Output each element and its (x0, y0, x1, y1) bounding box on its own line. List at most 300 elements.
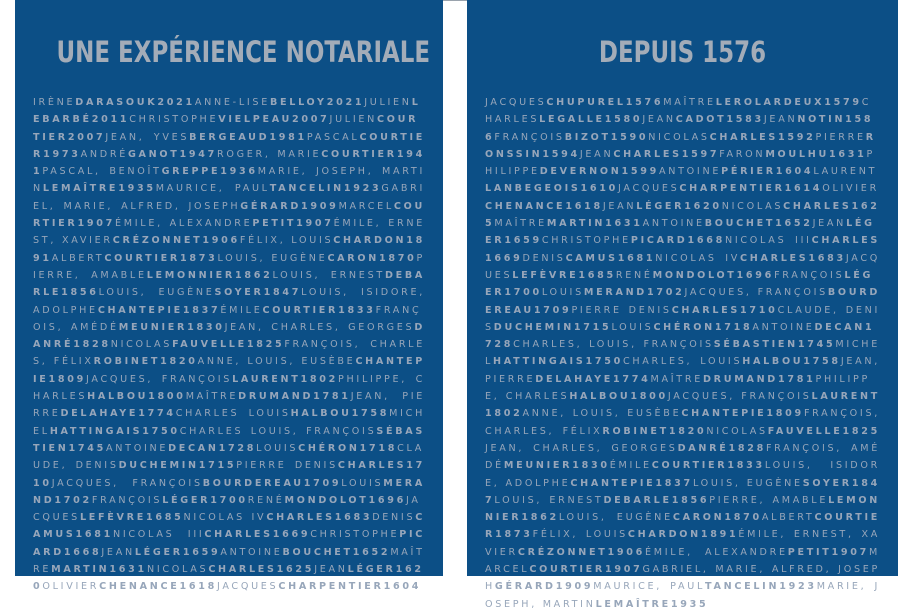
page-divider (443, 0, 467, 1)
notary-last-name: ROBINET (602, 425, 669, 437)
notary-first-name: JEAN, CHARLES, GEORGES (224, 321, 415, 333)
notary-first-name: ÉMILE, ALEXANDRE (115, 218, 253, 230)
notary-first-name: ANNE, LOUIS, EUSÈBE (522, 408, 682, 420)
notary-first-name: MARCEL (338, 200, 394, 212)
notary-year: 1981 (269, 131, 307, 143)
notary-year: 1909 (555, 581, 594, 593)
notary-last-name: TANCELIN (705, 581, 780, 593)
notary-last-name: HALBOU (290, 408, 352, 420)
notary-year: 2021 (157, 97, 195, 108)
notary-first-name: JACQUES (216, 581, 279, 593)
notary-entry (52, 478, 342, 489)
notary-year: 1935 (118, 183, 156, 195)
left-panel-title: UNE EXPÉRIENCE NOTARIALE (56, 35, 431, 69)
notary-last-name: PETIT (252, 218, 297, 230)
notary-first-name: ÉMILE (220, 304, 263, 316)
notary-first-name: ANTOINE (106, 442, 169, 454)
notary-entry (186, 391, 351, 402)
notary-year: 1825 (246, 339, 285, 351)
notary-entry (603, 201, 722, 212)
notary-first-name: CHARLES (485, 97, 872, 126)
notary-year: 1750 (585, 356, 623, 368)
notary-last-name: COURTIER (33, 200, 425, 230)
notary-first-name: CHRISTOPHE (310, 529, 400, 541)
notary-year: 1592 (778, 131, 816, 143)
notary-last-name: HATTINGAIS (49, 425, 143, 437)
notary-last-name: GANOT (127, 148, 180, 160)
notary-year: 1631 (605, 218, 643, 230)
notary-entry (719, 149, 866, 160)
notary-last-name: NOTIN (797, 114, 846, 126)
notary-first-name: NICOLAS III (724, 235, 812, 247)
notary-year: 1745 (797, 339, 836, 351)
notary-year: 1685 (578, 269, 616, 281)
notary-year: 1709 (303, 477, 342, 489)
notary-year: 1758 (351, 408, 390, 420)
notary-first-name: ANTOINE (220, 546, 283, 558)
notary-first-name: FRANÇOIS (494, 131, 565, 143)
notary-first-name: GABRIEL, MARIE, ALFRED, JOSEPH (33, 183, 425, 212)
notary-first-name: JEAN (763, 114, 798, 126)
notary-first-name: DENIS (372, 512, 416, 524)
notary-first-name: OLIVIER (42, 581, 100, 593)
notary-last-name: BIZOT (564, 131, 611, 143)
notary-last-name: CHARPENTIER (679, 183, 785, 195)
notary-year: 1833 (338, 304, 376, 316)
notary-last-name: COURTIER (262, 304, 339, 316)
notary-last-name: CHANTEPIE (97, 304, 183, 316)
notary-entry (111, 339, 285, 350)
notary-year: 1718 (359, 442, 398, 454)
notary-last-name: ROBINET (93, 356, 161, 368)
notary-first-name: FRANÇOIS, CHARLES, FÉLIX (485, 408, 880, 437)
notary-last-name: CHARLES (671, 304, 741, 316)
notary-entry (256, 443, 397, 454)
notary-first-name: LOUIS, EUGÈNE (98, 287, 215, 299)
notary-first-name: PIERRE DENIS (236, 460, 338, 472)
notary-year: 1728 (485, 321, 875, 351)
notary-first-name: JEAN (812, 218, 847, 230)
notary-year: 1847 (263, 287, 302, 299)
notary-year: 1973 (43, 148, 81, 160)
notary-first-name: ÉMILE, ERNEST, XAVIER (485, 529, 880, 558)
notary-last-name: CRÉZONNET (112, 235, 203, 247)
notary-year: 1700 (210, 494, 248, 506)
notary-entry (220, 547, 390, 558)
notary-first-name: IRÈNE (33, 97, 76, 108)
notary-last-name: CHANTEPIE (570, 477, 656, 489)
notary-first-name: JEAN, CHARLES, GEORGES (485, 442, 678, 454)
notary-last-name: COURTIER (104, 252, 180, 264)
notary-first-name: MAÎTRE (663, 97, 716, 108)
notary-year: 1862 (234, 269, 273, 281)
notary-entry (129, 114, 329, 125)
notary-entry (494, 132, 648, 143)
notary-year: 1597 (681, 148, 720, 160)
notary-last-name: RONSSIN (485, 131, 876, 160)
notary-last-name: CHARLES (337, 460, 407, 472)
notary-entry (52, 253, 218, 264)
notary-first-name: NICOLAS IV (183, 512, 267, 524)
notary-last-name: BOUCHET (704, 218, 776, 230)
notary-year: 1590 (610, 131, 649, 143)
notary-entry (523, 253, 656, 264)
notary-last-name: MEUNIER (503, 460, 573, 472)
notary-entry (642, 114, 764, 125)
notary-first-name: FARON (719, 148, 766, 160)
notary-first-name: JACQUES, FRANÇOIS (51, 477, 203, 489)
notary-first-name: DENIS (522, 252, 566, 264)
notary-year: 1800 (630, 391, 668, 403)
notary-year: 2021 (326, 97, 365, 108)
notary-last-name: LÉGER (485, 269, 874, 299)
notary-entry (105, 132, 306, 143)
notary-entry (113, 529, 310, 540)
left-panel (15, 0, 443, 593)
notary-last-name: SOYER (214, 287, 264, 299)
notary-year: 1576 (625, 97, 664, 108)
notary-entry (115, 218, 334, 229)
notary-first-name: ANDRÉ (80, 148, 128, 160)
notary-entry (611, 322, 752, 333)
notary-entry (147, 564, 314, 575)
notary-last-name: PICARD (33, 529, 425, 558)
notary-year: 1802 (485, 408, 523, 420)
notary-entry (494, 218, 642, 229)
notary-first-name: JACQUES (618, 183, 680, 195)
notary-year: 1870 (378, 252, 417, 264)
notary-year: 1828 (73, 339, 111, 351)
notary-year: 1774 (138, 408, 176, 420)
notary-year: 1579 (824, 97, 862, 108)
notary-entry (485, 443, 766, 454)
notary-first-name: JEAN, YVES (105, 131, 190, 143)
notary-year: 1825 (842, 425, 880, 437)
notary-last-name: CHARLES (204, 529, 273, 541)
notary-first-name: PHILIPPE, CHARLES (485, 373, 870, 403)
notary-first-name: JULIEN (364, 97, 412, 108)
notary-year: 1669 (272, 529, 311, 541)
notary-last-name: DRUMAND (238, 391, 314, 403)
notary-year: 1710 (740, 304, 778, 316)
notary-first-name: FRANÇOIS (774, 269, 845, 281)
notary-first-name: PASCAL (306, 131, 360, 143)
notary-first-name: ÉMILE, ALEXANDRE (645, 546, 788, 558)
notary-entry (571, 305, 777, 316)
notary-last-name: DANRÉ (677, 442, 729, 454)
notary-last-name: MEUNIER (118, 321, 188, 333)
notary-first-name: PIERRE, AMABLE (33, 252, 425, 281)
notary-first-name: ANTOINE (642, 218, 705, 230)
notary-year: 1837 (655, 477, 693, 489)
notary-last-name: VIELPEAU (218, 114, 293, 126)
notary-year: 1620 (33, 564, 424, 593)
notary-first-name: MAÎTRE (650, 373, 703, 385)
notary-entry (42, 581, 217, 592)
notary-entry (559, 512, 762, 523)
notary-last-name: BELLOY (269, 97, 327, 108)
notary-year: 1837 (182, 304, 221, 316)
notary-year: 1809 (48, 373, 87, 385)
notary-entry (81, 149, 217, 160)
notary-first-name: JEAN (602, 200, 637, 212)
notary-year: 2011 (91, 114, 130, 126)
notary-last-name: SÉBASTIEN (713, 339, 798, 351)
notary-year: 1683 (808, 252, 846, 264)
notary-first-name: PIERRE (815, 131, 866, 143)
right-panel-title: DEPUIS 1576 (598, 35, 767, 69)
notary-entry (86, 374, 338, 385)
notary-year: 1659 (504, 235, 542, 247)
notary-entry (99, 287, 301, 298)
notary-year: 1718 (714, 321, 753, 333)
notary-first-name: RENÉ (247, 494, 285, 506)
notary-first-name: ÉMILE, ERNEST, XAVIER (33, 218, 425, 247)
notary-entry (655, 253, 846, 264)
notary-last-name: LÉGER (636, 200, 685, 212)
notary-first-name: MARCEL (485, 546, 880, 576)
notary-year: 1618 (179, 581, 217, 593)
notary-last-name: MONDOLOT (284, 494, 369, 506)
notary-last-name: CHARLES (613, 148, 682, 160)
notary-first-name: NICOLAS (110, 339, 173, 351)
notary-first-name: JACQUES, FRANÇOIS (86, 373, 233, 385)
notary-year: 1906 (202, 235, 240, 247)
notary-last-name: CAMUS (565, 252, 618, 264)
notary-last-name: CHANTEPIE (681, 408, 767, 420)
notary-year: 1802 (300, 373, 339, 385)
notary-first-name: LOUIS (541, 287, 584, 299)
notary-year: 1907 (604, 564, 643, 576)
notary-first-name: GABRIEL, MARIE, ALFRED, JOSEPH (485, 564, 880, 593)
notary-last-name: COURTIER (651, 460, 728, 472)
notary-year: 1781 (313, 391, 351, 403)
notary-year: 2007 (67, 131, 106, 143)
notary-last-name: PETIT (787, 546, 832, 558)
notary-entry (513, 339, 835, 350)
notary-entry (33, 97, 195, 108)
notary-year: 1625 (276, 564, 315, 576)
notary-first-name: ROGER, MARIE (217, 148, 322, 160)
notary-entry (623, 356, 841, 367)
notary-last-name: DECAN (814, 321, 865, 333)
notary-first-name: CHARLES LOUIS (175, 408, 291, 420)
notary-year: 1856 (671, 494, 710, 506)
notary-entry (220, 305, 375, 316)
notary-first-name: NICOLAS (721, 200, 784, 212)
notary-last-name: LÉGER (134, 546, 183, 558)
notary-entry (195, 97, 364, 108)
notary-year: 1891 (33, 235, 425, 264)
notary-year: 1847 (485, 477, 880, 506)
notary-first-name: LOUIS, ERNEST (272, 269, 385, 281)
notary-first-name: LOUIS, ISIDORE, ADOLPHE (485, 460, 880, 489)
notary-first-name: JACQUES (485, 97, 547, 108)
notary-year: 1923 (779, 581, 817, 593)
notary-last-name: HALBOU (569, 391, 631, 403)
notary-last-name: CHÉRON (653, 321, 715, 333)
notary-first-name: ANNE, LOUIS, EUSÈBE (197, 356, 356, 368)
notary-entry (184, 512, 373, 523)
notary-year: 1870 (724, 512, 762, 524)
notary-last-name: MOULHU (765, 148, 829, 160)
notary-last-name: DARASOUK (75, 97, 158, 108)
notary-first-name: MAÎTRE (494, 218, 547, 230)
notary-year: 1862 (521, 512, 559, 524)
notary-year: 1800 (148, 391, 186, 403)
notary-first-name: JEAN (101, 546, 135, 558)
notary-first-name: ALBERT (51, 252, 105, 264)
notary-first-name: FRANÇOIS, AMÉDÉ (33, 304, 422, 333)
notary-first-name: LAURENT (813, 166, 878, 178)
notary-year: 1599 (621, 166, 659, 178)
notary-first-name: JACQUES, FRANÇOIS (684, 287, 828, 299)
notary-first-name: JEAN (314, 564, 348, 576)
notary-year: 1774 (612, 373, 651, 385)
notary-last-name: PÉRIER (721, 166, 776, 178)
notary-year: 1652 (775, 218, 813, 230)
notary-last-name: LEMAÎTRE (595, 598, 671, 610)
notary-first-name: JULIEN (329, 114, 378, 126)
notary-year: 1907 (831, 546, 870, 558)
notary-last-name: FAUVELLE (767, 425, 843, 437)
notary-year: 1583 (726, 114, 764, 126)
notary-year: 1781 (777, 373, 816, 385)
notary-last-name: CHARPENTIER (278, 581, 384, 593)
notary-entry (248, 495, 406, 506)
notary-first-name: CHARLES, LOUIS (622, 356, 743, 368)
notary-last-name: DUCHEMIN (118, 460, 199, 472)
notary-entry (523, 408, 804, 419)
notary-first-name: MARIE, JOSEPH, MARTIN (485, 581, 880, 610)
notary-entry (618, 183, 822, 194)
notary-last-name: MARTIN (51, 564, 110, 576)
notary-last-name: COURTIER (529, 564, 605, 576)
notary-first-name: MAURICE, PAUL (155, 183, 270, 195)
notary-first-name: JEAN (642, 114, 676, 126)
notary-last-name: CHANTEPIE (33, 356, 425, 385)
notary-year: 1709 (533, 304, 572, 316)
notary-entry (651, 374, 816, 385)
notary-last-name: GREPPE (161, 166, 221, 178)
notary-entry (92, 495, 248, 506)
notary-first-name: FRANÇOIS, CHARLES, FÉLIX (33, 339, 425, 368)
notary-last-name: TANCELIN (269, 183, 344, 195)
notary-first-name: NICOLAS III (113, 529, 205, 541)
notary-last-name: COURTIER (33, 114, 419, 143)
notary-year: 1923 (343, 183, 382, 195)
notary-entry (542, 287, 685, 298)
notary-entry (217, 253, 416, 264)
notary-last-name: CADOT (675, 114, 727, 126)
notary-year: 1907 (77, 218, 116, 230)
notary-last-name: LÉGER (162, 494, 211, 506)
notary-entry (101, 547, 220, 558)
notary-first-name: CHARLES, LOUIS, FRANÇOIS (513, 339, 714, 351)
notary-last-name: SOYER (802, 477, 852, 489)
notary-last-name: CARON (672, 512, 725, 524)
notary-year: 1873 (495, 529, 533, 541)
notary-last-name: LEFÈVRE (512, 269, 579, 281)
notary-year: 1668 (63, 546, 102, 558)
notary-last-name: COURTIER (33, 131, 425, 160)
notary-last-name: LEMONNIER (485, 494, 880, 524)
notary-last-name: LAURENT (811, 391, 880, 403)
notary-last-name: CHUPUREL (546, 97, 626, 108)
notary-last-name: LEROLARDEUX (715, 97, 825, 108)
notary-first-name: JEAN, PIERRE (485, 356, 880, 385)
notary-last-name: DECAN (168, 442, 219, 454)
notary-first-name: ÉMILE (609, 460, 652, 472)
notary-year: 1580 (604, 114, 643, 126)
right-panel (467, 0, 898, 610)
notary-first-name: FÉLIX, LOUIS (532, 529, 628, 541)
notary-first-name: LOUIS, EUGÈNE (692, 477, 803, 489)
notary-entry (42, 166, 257, 177)
notary-year: 1659 (182, 546, 221, 558)
notary-year: 1604 (383, 581, 422, 593)
notary-year: 2007 (292, 114, 330, 126)
notary-last-name: MARTIN (546, 218, 606, 230)
notary-last-name: LEGALLE (539, 114, 605, 126)
notary-last-name: BOURDEREAU (202, 477, 304, 489)
notary-first-name: RENÉ (615, 269, 653, 281)
notary-first-name: MICHEL (33, 408, 425, 437)
notary-last-name: MONDOLOT (652, 269, 737, 281)
notary-last-name: LÉGER (485, 218, 875, 247)
notary-entry (616, 270, 774, 281)
notary-first-name: JEAN, PIERRE (33, 391, 425, 420)
notary-year: 1618 (565, 200, 603, 212)
notary-year: 1935 (670, 598, 709, 610)
notary-last-name: DANRÉ (33, 321, 425, 351)
notary-entry (648, 132, 815, 143)
notary-entry (643, 218, 813, 229)
notary-year: 1830 (187, 321, 225, 333)
notary-last-name: LANBEGEOIS (485, 183, 581, 195)
notary-entry (217, 581, 421, 592)
notary-year: 1683 (334, 512, 373, 524)
notary-first-name: NICOLAS (146, 564, 209, 576)
notary-first-name: LOUIS (256, 442, 299, 454)
notary-year: 1758 (803, 356, 841, 368)
notary-first-name: NICOLAS (648, 131, 710, 143)
notary-last-name: CHARLES (709, 131, 778, 143)
notary-last-name: DEVERNON (539, 166, 622, 178)
notary-year: 1700 (504, 287, 542, 299)
notary-last-name: DUCHEMIN (493, 321, 574, 333)
notary-first-name: FRANÇOIS, AMÉDÉ (485, 442, 880, 472)
notary-last-name: CHENANCE (99, 581, 180, 593)
notary-first-name: LOUIS, ISIDORE, ADOLPHE (33, 287, 426, 316)
notary-entry (542, 235, 725, 246)
notary-last-name: DELAHAYE (535, 373, 613, 385)
notary-last-name: LEMONNIER (146, 269, 235, 281)
notary-last-name: FAUVELLE (172, 339, 247, 351)
notary-year: 1710 (33, 460, 425, 489)
notary-last-name: SÉBASTIEN (33, 425, 425, 454)
notary-last-name: CHARLES (740, 252, 809, 264)
notary-entry (645, 547, 869, 558)
notary-last-name: CHARDON (333, 235, 407, 247)
notary-year: 1586 (485, 114, 874, 143)
notary-last-name: CHARLES (208, 564, 277, 576)
notary-last-name: DEBARLE (603, 494, 672, 506)
notary-year: 1610 (580, 183, 619, 195)
notary-last-name: LÉGER (347, 564, 396, 576)
notary-year: 1820 (160, 356, 198, 368)
notary-last-name: LEBARBÉ (33, 97, 421, 126)
